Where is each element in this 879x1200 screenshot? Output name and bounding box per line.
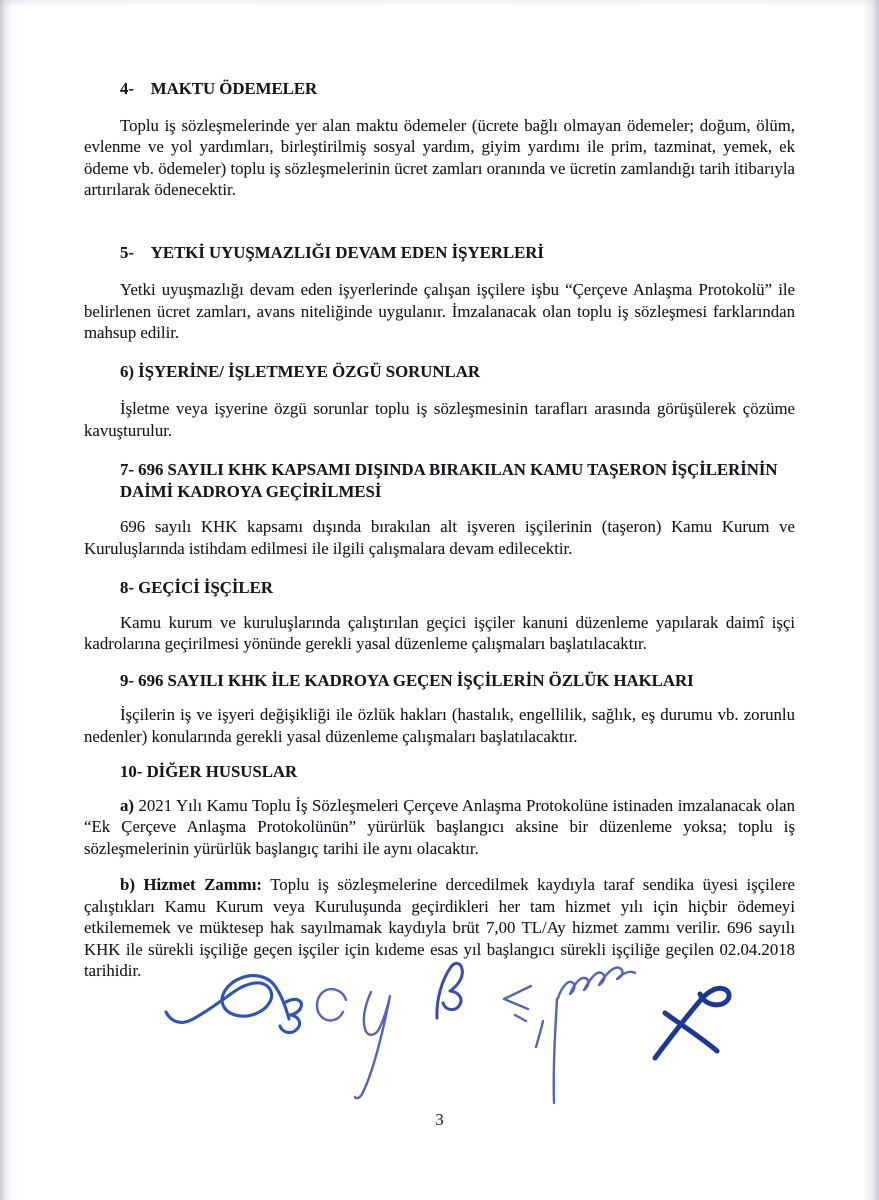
signature-1 (166, 976, 301, 1033)
section-4 (84, 78, 795, 201)
section-7 (84, 459, 795, 559)
section-heading: 8- GEÇİCİ İŞÇİLER (120, 578, 273, 597)
content-area (84, 78, 795, 982)
section-heading: 4- MAKTU ÖDEMELER (120, 79, 318, 98)
section-heading: 9- 696 SAYILI KHK İLE KADROYA GEÇEN İŞÇİLERİN ÖZLÜK HAKLARI (120, 670, 694, 690)
paragraph (84, 612, 795, 655)
section-5 (84, 242, 795, 344)
paragraph-text: Kamu kurum ve kuruluşlarında çalıştırılan geçici işçiler kanuni düzenleme yapılarak daimî işçi kadrolarına geçirilmesi yönünde gerekli yasal düzenleme çalışmaları başlatılacaktır. (84, 612, 795, 653)
section-heading: 6) İŞYERİNE/ İŞLETMEYE ÖZGÜ SORUNLAR (120, 361, 480, 381)
paragraph (84, 516, 795, 559)
paragraph-text: 696 sayılı KHK kapsamı dışında bırakılan alt işveren işçilerinin (taşeron) Kamu Kurum ve Kuruluşlarında istihdam edilmesi ile ilgili çalışmalara devam edilecektir. (84, 517, 795, 558)
paragraph-text: Yetki uyuşmazlığı devam eden işyerlerinde çalışan işçilere işbu “Çerçeve Anlaşma Protokolü” ile belirlenen ücret zamları, avans niteliğinde uygulanır. İmzalanacak olan toplu iş sözleşmesi farklarından mahsup edilir. (84, 280, 795, 342)
section-heading: 5- YETKİ UYUŞMAZLIĞI DEVAM EDEN İŞYERLERİ (120, 242, 544, 262)
section-8 (84, 577, 795, 655)
paragraph (84, 704, 795, 747)
paragraph (84, 795, 795, 860)
paragraph (84, 398, 795, 441)
paragraph-text: İşçilerin iş ve işyeri değişikliği ile özlük hakları (hastalık, engellilik, sağlık, eş durumu vb. zorunlu nedenler) konularında gerekli yasal düzenleme çalışmaları başlatılacaktır. (84, 705, 795, 746)
signature-4 (504, 967, 635, 1103)
paragraph (84, 279, 795, 344)
signature-3 (437, 963, 462, 1018)
section-heading: 7- 696 SAYILI KHK KAPSAMI DIŞINDA BIRAKILAN KAMU TAŞERON İŞÇİLERİNİN DAİMİ KADROYA GEÇİRİLMESİ (120, 460, 782, 501)
section-6 (84, 361, 795, 442)
paragraph-lead: a) (120, 795, 134, 815)
section-9 (84, 670, 795, 748)
signature-5 (655, 988, 729, 1058)
page-number: 3 (435, 1110, 444, 1129)
section-heading: 10- DİĞER HUSUSLAR (120, 762, 298, 781)
paragraph-text: Toplu iş sözleşmelerine dercedilmek kaydıyla taraf sendika üyesi işçilere çalıştıkları Kamu Kurum veya Kuruluşunda geçirdikleri her tam hizmet yılı için hiçbir ödemeyi etkilememek ve müktesep hak sayılmamak kaydıyla brüt 7,00 TL/Ay hizmet zammı verilir. 696 sayılı KHK ile sürekli işçiliğe geçen işçiler için kıdeme esas yıl başlangıcı sürekli işçiliğe geçilen 02.04.2018 tarihidir. (84, 875, 795, 980)
paragraph-text: 2021 Yılı Kamu Toplu İş Sözleşmeleri Çerçeve Anlaşma Protokolüne istinaden imzalanacak olan “Ek Çerçeve Anlaşma Protokolünün” yürürlük başlangıcı aksine bir düzenleme yoksa; toplu iş sözleşmelerinin yürürlük başlangıç tarihi ile aynı olacaktır. (84, 795, 795, 858)
signature-2 (317, 989, 390, 1098)
paragraph-lead: b) Hizmet Zammı: (120, 875, 262, 894)
paragraph (84, 115, 795, 201)
paragraph-text: İşletme veya işyerine özgü sorunlar toplu iş sözleşmesinin tarafları arasında görüşülerek çözüme kavuşturulur. (84, 399, 795, 440)
paragraph-text: Toplu iş sözleşmelerinde yer alan maktu ödemeler (ücrete bağlı olmayan ödemeler; doğum, ölüm, evlenme ve yol yardımları, birleştirilmiş sosyal yardım, giyim yardımı ile prim, tazminat, yemek, ek ödeme vb. ödemeler) toplu iş sözleşmelerinin ücret zamları oranında ve ücretin zamlandığı tarih itibarıyla artırılarak ödenecektir. (84, 115, 795, 199)
